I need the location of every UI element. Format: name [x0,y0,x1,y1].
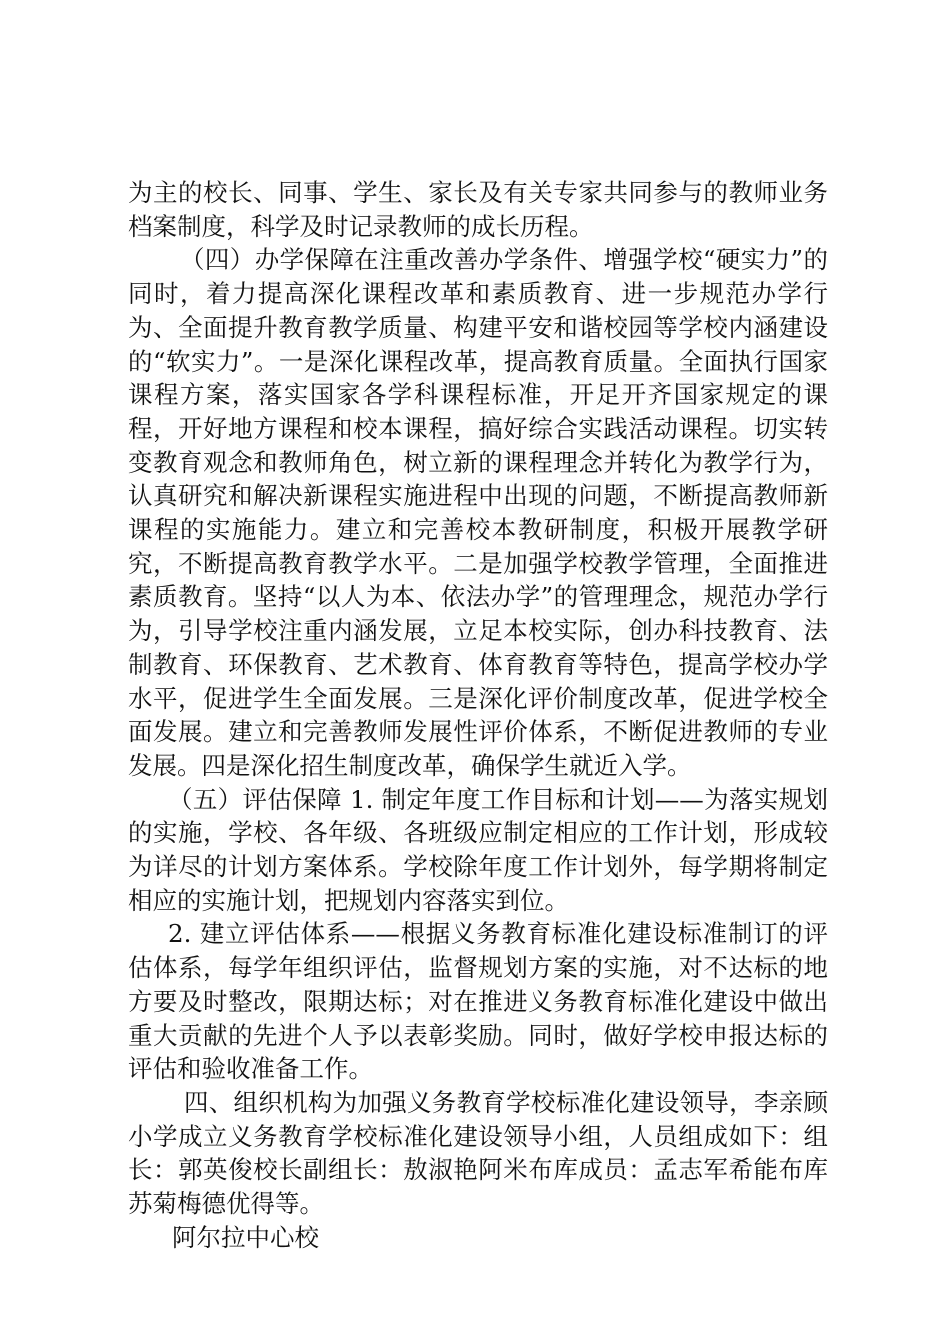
paragraph-organization: 四、组织机构为加强义务教育学校标准化建设领导，李亲顾小学成立义务教育学校标准化建设领导小组，人员组成如下：组长：郭英俊校长副组长：敖淑艳阿米布库成员：孟志军希能布库苏菊梅德优得等。 [128,1087,828,1219]
document-body [128,176,828,1255]
paragraph-section-4: （四）办学保障在注重改善办学条件、增强学校“硬实力”的同时，着力提高深化课程改革和素质教育、进一步规范办学行为、全面提升教育教学质量、构建平安和谐校园等学校内涵建设的“软实力”。一是深化课程改革，提高教育质量。全面执行国家课程方案，落实国家各学科课程标准，开足开齐国家规定的课程，开好地方课程和校本课程，搞好综合实践活动课程。切实转变教育观念和教师角色，树立新的课程理念并转化为教学行为，认真研究和解决新课程实施进程中出现的问题，不断提高教师新课程的实施能力。建立和完善校本教研制度，积极开展教学研究，不断提高教育教学水平。二是加强学校教学管理，全面推进素质教育。坚持“以人为本、依法办学”的管理理念，规范办学行为，引导学校注重内涵发展，立足本校实际，创办科技教育、法制教育、环保教育、艺术教育、体育教育等特色，提高学校办学水平，促进学生全面发展。三是深化评价制度改革，促进学校全面发展。建立和完善教师发展性评价体系，不断促进教师的专业发展。四是深化招生制度改革，确保学生就近入学。 [128,245,828,780]
paragraph-section-5: （五）评估保障 1. 制定年度工作目标和计划——为落实规划的实施，学校、各年级、各班级应制定相应的工作计划，形成较为详尽的计划方案体系。学校除年度工作计划外，每学期将制定相应的实施计划，把规划内容落实到位。 [128,784,828,915]
paragraph-continuation: 为主的校长、同事、学生、家长及有关专家共同参与的教师业务档案制度，科学及时记录教师的成长历程。 [128,178,828,241]
signature-school-name: 阿尔拉中心校 [172,1222,319,1252]
paragraph-evaluation-system: 2. 建立评估体系——根据义务教育标准化建设标准制订的评估体系，每学年组织评估，监督规划方案的实施，对不达标的地方要及时整改，限期达标；对在推进义务教育标准化建设中做出重大贡献的先进个人予以表彰奖励。同时，做好学校申报达标的评估和验收准备工作。 [128,919,828,1084]
